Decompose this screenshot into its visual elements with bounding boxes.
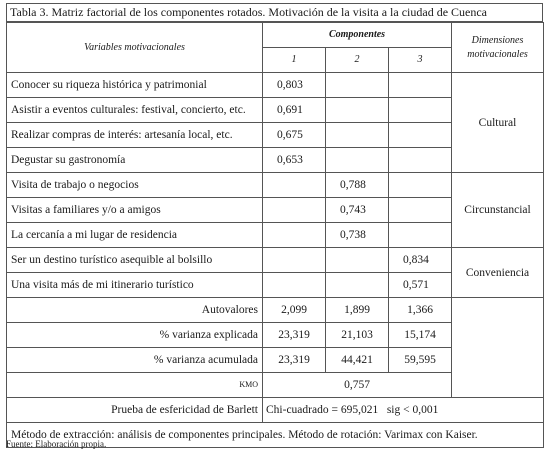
row-label: Una visita más de mi itinerario turístico	[7, 273, 263, 298]
stats-label: % varianza acumulada	[7, 348, 263, 373]
header-row	[7, 23, 544, 48]
cell-c3: 0,834	[389, 248, 452, 273]
cell-c3	[389, 148, 452, 173]
source-note: Fuente: Elaboración propia.	[6, 439, 107, 449]
cell-c2: 0,788	[326, 173, 389, 198]
cell-c3	[389, 223, 452, 248]
cell-c2	[326, 123, 389, 148]
row-label: Conocer su riqueza histórica y patrimonial	[7, 73, 263, 98]
row-label: Visitas a familiares y/o a amigos	[7, 198, 263, 223]
barlett-value: Chi-cuadrado = 695,021 sig < 0,001	[263, 398, 544, 423]
row-label: Realizar compras de interés: artesanía local, etc.	[7, 123, 263, 148]
cell-c1: 0,675	[263, 123, 326, 148]
cell-c1	[263, 273, 326, 298]
row-label: Ser un destino turístico asequible al bolsillo	[7, 248, 263, 273]
cell-c2	[326, 73, 389, 98]
component-3-header: 3	[389, 48, 452, 73]
dimensiones-header: Dimensiones motivacionales	[452, 23, 544, 73]
cell-c3	[389, 73, 452, 98]
stats-c2: 44,421	[326, 348, 389, 373]
row-label: Visita de trabajo o negocios	[7, 173, 263, 198]
table-row	[7, 73, 544, 98]
stats-c2: 21,103	[326, 323, 389, 348]
table-caption: Tabla 3. Matriz factorial de los componentes rotados. Motivación de la visita a la ciudad de Cuenca	[6, 3, 543, 22]
cell-c2: 0,738	[326, 223, 389, 248]
stats-label: Autovalores	[7, 298, 263, 323]
stats-c3: 1,366	[389, 298, 452, 323]
cell-c1	[263, 248, 326, 273]
barlett-row	[7, 398, 544, 423]
stats-c1: 23,319	[263, 348, 326, 373]
component-2-header: 2	[326, 48, 389, 73]
variables-header: Variables motivacionales	[7, 23, 263, 73]
cell-c2	[326, 248, 389, 273]
cell-c3	[389, 173, 452, 198]
stats-c3: 59,595	[389, 348, 452, 373]
cell-c3	[389, 123, 452, 148]
cell-c2	[326, 273, 389, 298]
row-label: Asistir a eventos culturales: festival, concierto, etc.	[7, 98, 263, 123]
cell-c1	[263, 223, 326, 248]
cell-c1: 0,691	[263, 98, 326, 123]
cell-c2: 0,743	[326, 198, 389, 223]
dimension-circunstancial: Circunstancial	[452, 173, 544, 248]
cell-c2	[326, 98, 389, 123]
barlett-label: Prueba de esfericidad de Barlett	[7, 398, 263, 423]
method-note: Método de extracción: análisis de componentes principales. Método de rotación: Varimax con Kaiser.	[7, 423, 544, 448]
stats-c1: 2,099	[263, 298, 326, 323]
stats-c3: 15,174	[389, 323, 452, 348]
cell-c1	[263, 198, 326, 223]
table-row	[7, 248, 544, 273]
row-label: Degustar su gastronomía	[7, 148, 263, 173]
table-row	[7, 173, 544, 198]
dimension-cultural: Cultural	[452, 73, 544, 173]
cell-c3	[389, 98, 452, 123]
stats-empty-cell	[452, 298, 544, 398]
factor-matrix-table	[6, 22, 544, 448]
row-label: La cercanía a mi lugar de residencia	[7, 223, 263, 248]
dimension-conveniencia: Conveniencia	[452, 248, 544, 298]
stats-label: % varianza explicada	[7, 323, 263, 348]
kmo-label: KMO	[7, 373, 263, 398]
stats-row	[7, 298, 544, 323]
component-1-header: 1	[263, 48, 326, 73]
stats-c2: 1,899	[326, 298, 389, 323]
componentes-header: Componentes	[263, 23, 452, 48]
cell-c1: 0,653	[263, 148, 326, 173]
stats-c1: 23,319	[263, 323, 326, 348]
cell-c2	[326, 148, 389, 173]
cell-c3	[389, 198, 452, 223]
cell-c1: 0,803	[263, 73, 326, 98]
cell-c1	[263, 173, 326, 198]
cell-c3: 0,571	[389, 273, 452, 298]
kmo-value: 0,757	[263, 373, 452, 398]
